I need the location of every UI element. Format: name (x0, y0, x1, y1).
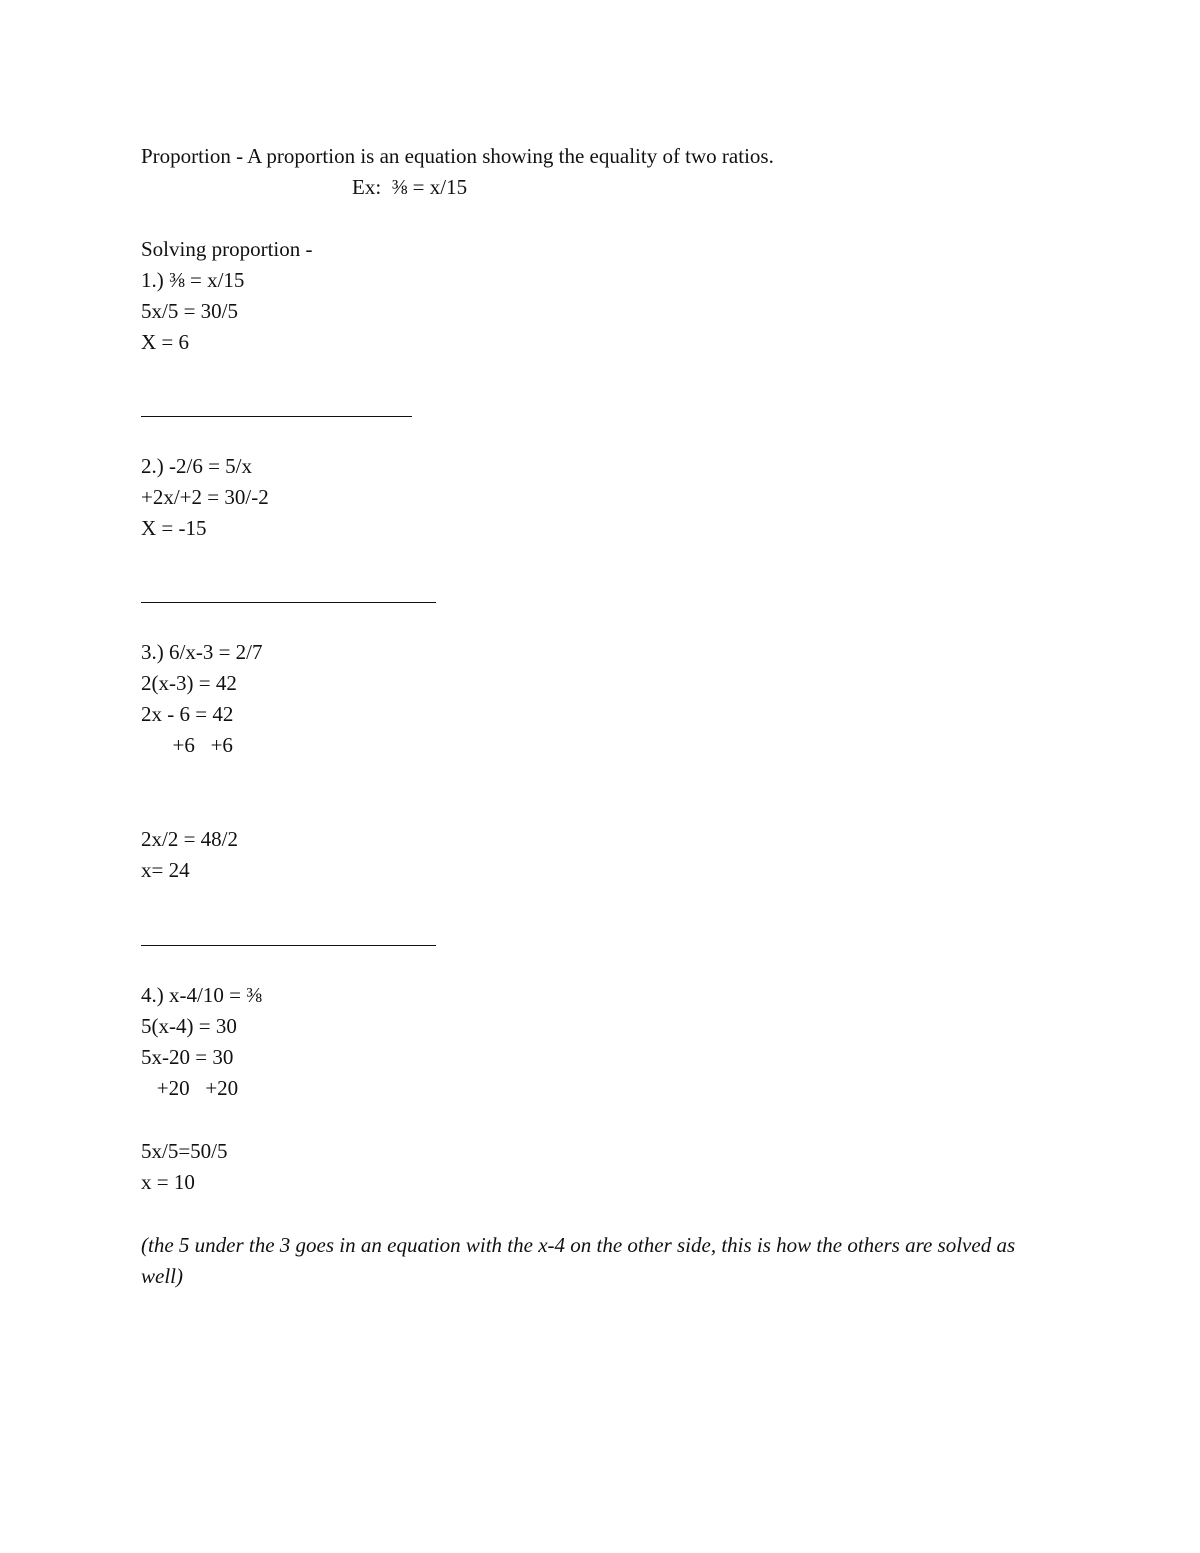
definition-text: Proportion - A proportion is an equation showing the equality of two ratios. (141, 144, 774, 168)
problem-4-line-6: x = 10 (141, 1170, 195, 1194)
problem-4-line-5: 5x/5=50/5 (141, 1139, 228, 1163)
problem-3-line-2: 2(x-3) = 42 (141, 671, 237, 695)
divider-3 (141, 945, 436, 946)
problem-3-line-1: 3.) 6/x-3 = 2/7 (141, 640, 263, 664)
problem-4-line-1: 4.) x-4/10 = ⅜ (141, 983, 262, 1007)
problem-3-line-5: 2x/2 = 48/2 (141, 827, 239, 851)
problem-1-line-3: X = 6 (141, 330, 190, 354)
problem-4-line-4: +20 +20 (141, 1076, 239, 1100)
problem-3-line-4: +6 +6 (141, 733, 233, 757)
explanation-note: (the 5 under the 3 goes in an equation with the x-4 on the other side, this is how the others are solved as well) (141, 1233, 1016, 1288)
problem-4-line-3: 5x-20 = 30 (141, 1045, 234, 1069)
divider-1 (141, 416, 412, 417)
problem-3-line-3: 2x - 6 = 42 (141, 702, 234, 726)
problem-1-line-2: 5x/5 = 30/5 (141, 299, 239, 323)
problem-1-line-1: 1.) ⅜ = x/15 (141, 268, 245, 292)
problem-2-line-2: +2x/+2 = 30/-2 (141, 485, 269, 509)
example-text: Ex: ⅜ = x/15 (352, 175, 468, 199)
divider-2 (141, 602, 436, 603)
problem-2-line-3: X = -15 (141, 516, 207, 540)
problem-3-line-6: x= 24 (141, 858, 190, 882)
solving-heading: Solving proportion - (141, 237, 313, 261)
problem-2-line-1: 2.) -2/6 = 5/x (141, 454, 252, 478)
problem-4-line-2: 5(x-4) = 30 (141, 1014, 237, 1038)
